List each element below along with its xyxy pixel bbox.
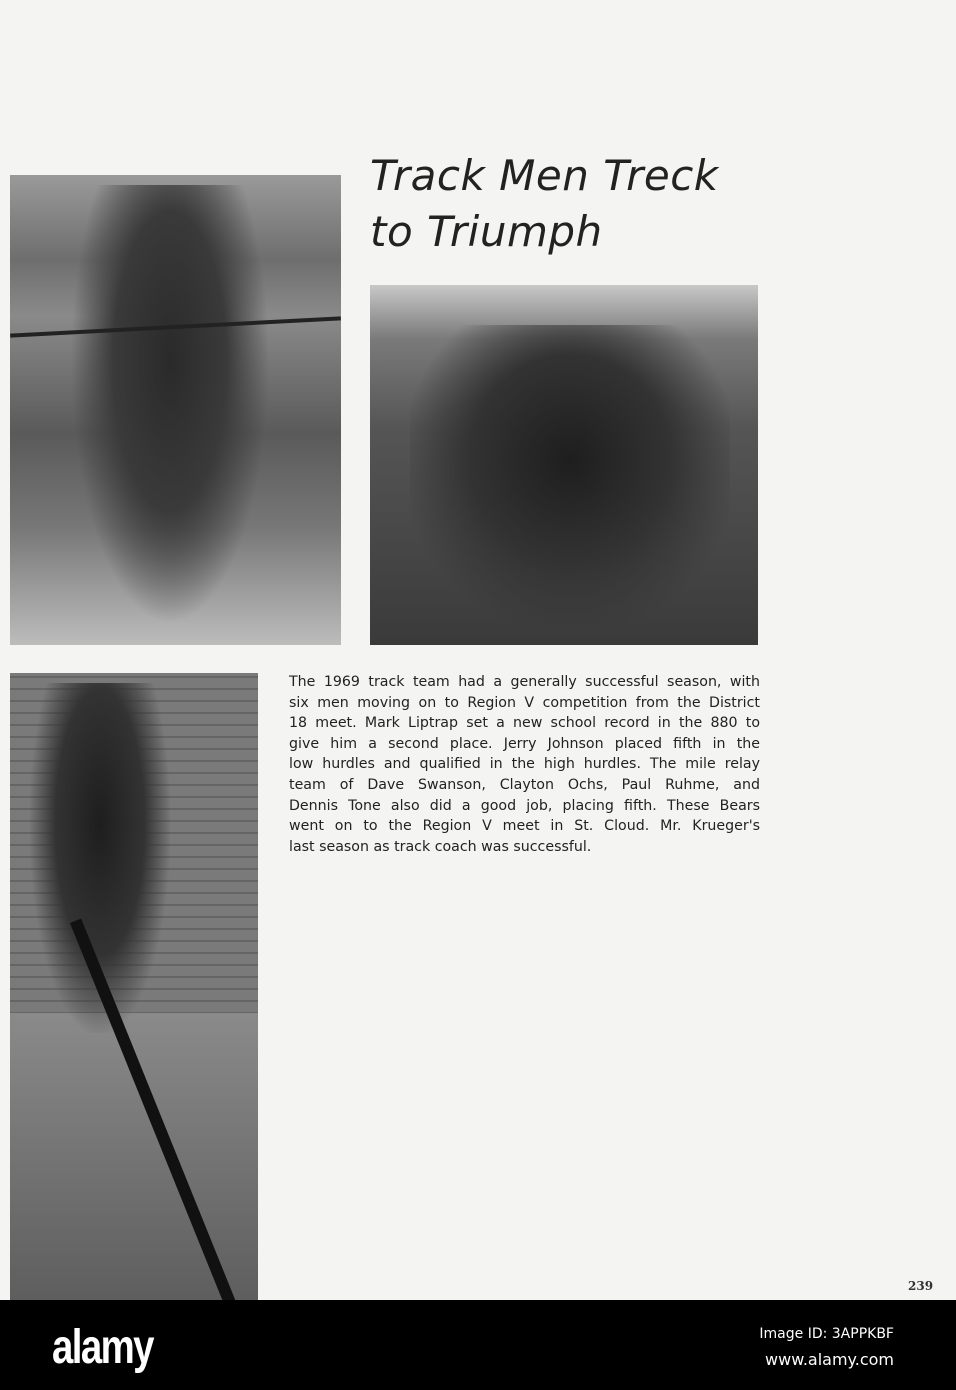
body-line: team of Dave Swanson, Clayton Ochs, Paul Ruhme, and [289, 776, 760, 793]
article-body [289, 672, 760, 857]
pole-vaulter-photo [10, 673, 258, 1300]
body-line: six men moving on to Region V competition from the District [289, 694, 760, 711]
body-line: give him a second place. Jerry Johnson placed fifth in the [289, 735, 760, 752]
body-line: went on to the Region V meet in St. Cloud. Mr. Krueger's [289, 818, 760, 835]
site-url: www.alamy.com [765, 1350, 894, 1369]
title-line-2: to Triumph [370, 207, 603, 256]
runners-photo [370, 285, 758, 645]
body-line: last season as track coach was successful. [289, 838, 592, 855]
image-id: Image ID: 3APPKBF [759, 1326, 894, 1342]
body-line: 18 meet. Mark Liptrap set a new school record in the 880 to [289, 715, 760, 732]
article-title [370, 148, 719, 260]
title-line-1: Track Men Treck [370, 151, 719, 200]
body-line: The 1969 track team had a generally successful season, with [289, 674, 760, 690]
body-line: Dennis Tone also did a good job, placing fifth. These Bears [289, 797, 760, 814]
page-number: 239 [908, 1279, 934, 1293]
high-jump-photo [10, 175, 341, 645]
alamy-logo: alamy [52, 1321, 153, 1374]
body-line: low hurdles and qualified in the high hurdles. The mile relay [289, 756, 760, 773]
watermark-footer [0, 1300, 956, 1390]
